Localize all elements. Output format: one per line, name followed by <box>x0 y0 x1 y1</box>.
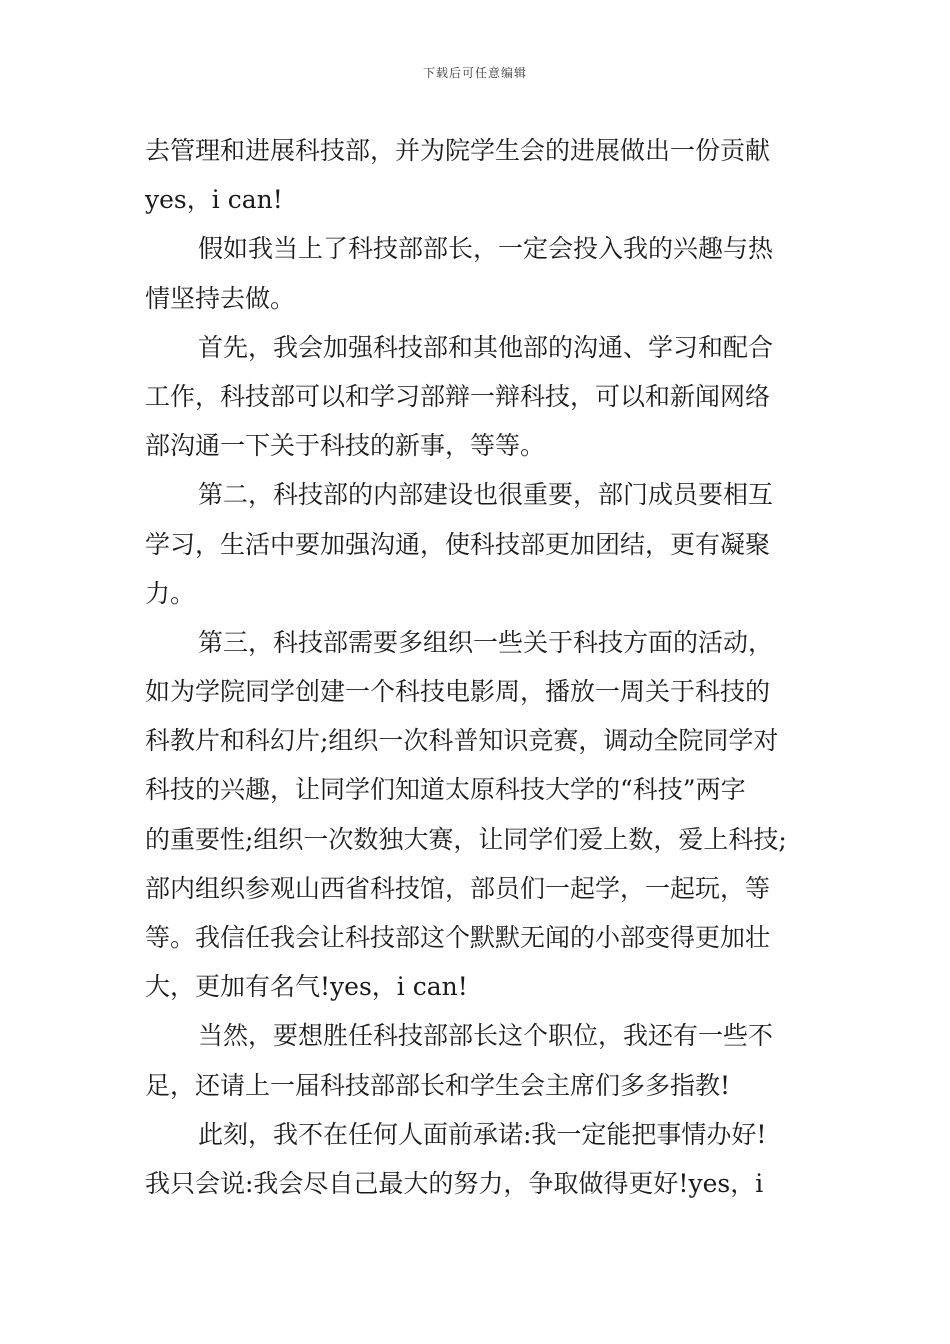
text-line: 如为学院同学创建一个科技电影周，播放一周关于科技的 <box>145 677 771 707</box>
text-line: 第三，科技部需要多组织一些关于科技方面的活动， <box>198 627 774 657</box>
text-line: 学习，生活中要加强沟通，使科技部更加团结，更有凝聚 <box>145 529 771 559</box>
text-line: 第二，科技部的内部建设也很重要，部门成员要相互 <box>198 480 774 510</box>
text-line: 当然，要想胜任科技部部长这个职位，我还有一些不 <box>198 1021 774 1051</box>
text-line: 情坚持去做。 <box>145 283 296 313</box>
text-line: 大，更加有名气!yes，i can! <box>145 972 468 1002</box>
text-line: 假如我当上了科技部部长，一定会投入我的兴趣与热 <box>198 234 774 264</box>
text-line: 首先，我会加强科技部和其他部的沟通、学习和配合 <box>198 332 774 362</box>
text-line: 去管理和进展科技部，并为院学生会的进展做出一份贡献 <box>145 136 771 165</box>
page-header: 下载后可任意编辑 <box>422 66 527 80</box>
text-line: 工作，科技部可以和学习部辩一辩科技，可以和新闻网络 <box>145 381 771 411</box>
text-line: 力。 <box>145 578 196 608</box>
text-line: 我只会说:我会尽自己最大的努力，争取做得更好!yes，i <box>145 1168 764 1198</box>
text-line: 足，还请上一届科技部部长和学生会主席们多多指教! <box>145 1070 731 1100</box>
text-line: 科技的兴趣，让同学们知道太原科技大学的“科技”两字 <box>145 775 746 805</box>
text-line: 此刻，我不在任何人面前承诺:我一定能把事情办好! <box>198 1119 767 1149</box>
text-line: 等。我信任我会让科技部这个默默无闻的小部变得更加壮 <box>145 923 771 952</box>
text-line: 部沟通一下关于科技的新事，等等。 <box>145 431 546 461</box>
text-line: 科教片和科幻片;组织一次科普知识竞赛，调动全院同学对 <box>145 726 779 756</box>
text-line: 的重要性;组织一次数独大赛，让同学们爱上数，爱上科技; <box>145 824 787 854</box>
document-body <box>145 126 817 1208</box>
text-line: 部内组织参观山西省科技馆，部员们一起学，一起玩，等 <box>145 873 771 903</box>
text-line: yes，i can! <box>145 185 283 215</box>
